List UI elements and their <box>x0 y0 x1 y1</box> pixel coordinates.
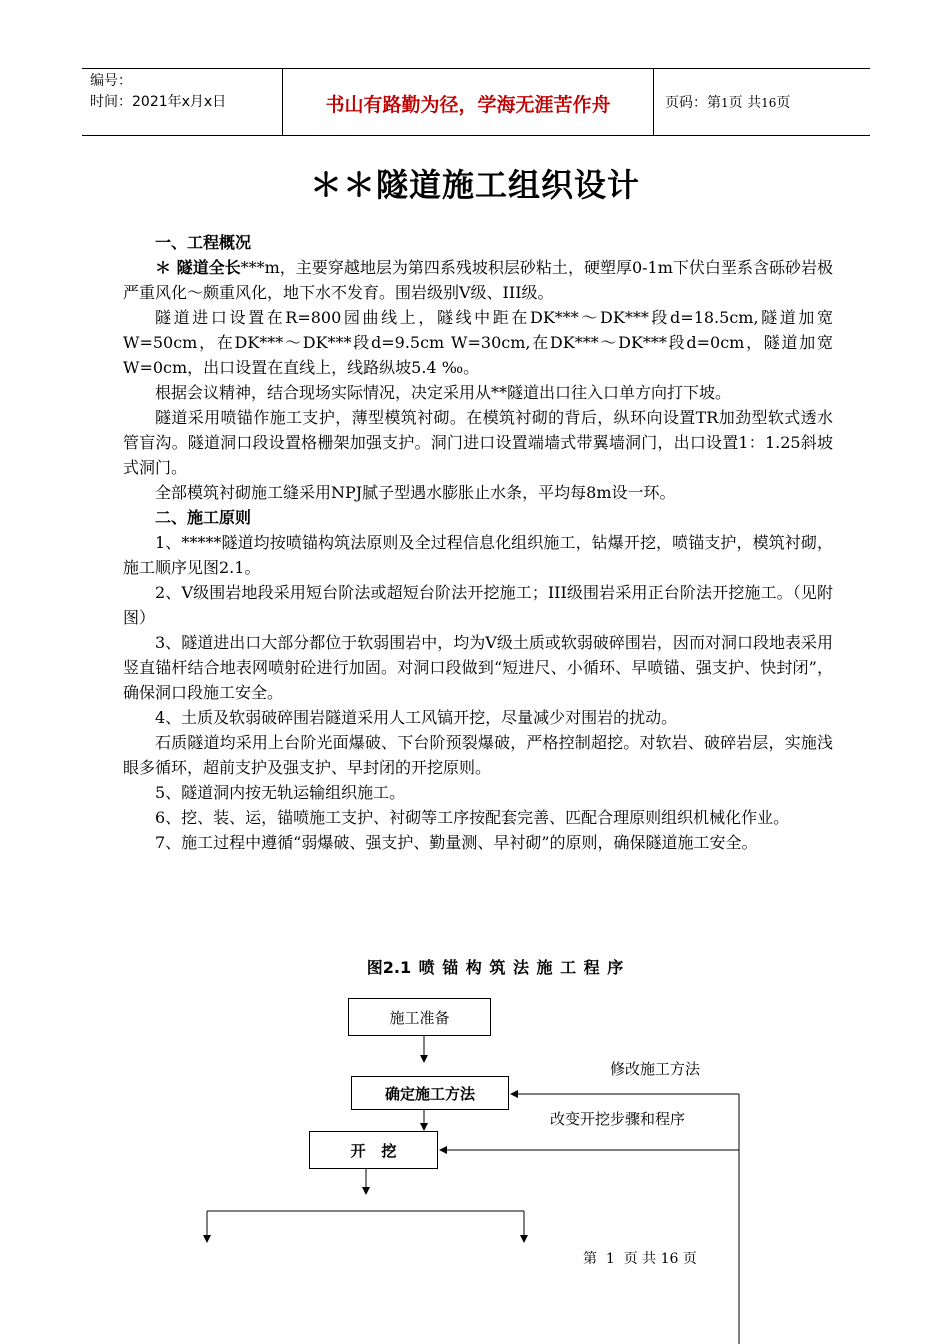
page-footer: 第 1 页 共 16 页 <box>583 1251 697 1267</box>
paragraph: 隧道采用喷锚作施工支护，薄型模筑衬砌。在模筑衬砌的背后，纵环向设置TR加劲型软式透水管盲沟。隧道洞口段设置格栅架加强支护。洞门进口设置端墙式带翼墙洞门，出口设置1：1.25斜坡式洞门。 <box>123 408 833 477</box>
flow-label-modify-method: 修改施工方法 <box>610 1060 701 1078</box>
page-prefix: 页码：第 <box>665 95 721 111</box>
tunnel-length-lead: ＊ 隧道全长 <box>155 258 241 277</box>
page-current: 1 <box>721 96 729 110</box>
page-total: 16 <box>761 96 777 110</box>
paragraph: 3、隧道进出口大部分都位于软弱围岩中，均为Ⅴ级土质或软弱破碎围岩，因而对洞口段地表采用竖直锚杆结合地表网喷射砼进行加固。对洞口段做到“短进尺、小循环、早喷锚、强支护、快封闭”，确保洞口段施工安全。 <box>123 633 833 702</box>
paragraph: 7、施工过程中遵循“弱爆破、强支护、勤量测、早衬砌”的原则，确保隧道施工安全。 <box>155 833 758 852</box>
paragraph: 石质隧道均采用上台阶光面爆破、下台阶预裂爆破，严格控制超挖。对软岩、破碎岩层，实施浅眼多循环，超前支护及强支护、早封闭的开挖原则。 <box>123 733 833 777</box>
paragraph: 6、挖、装、运，锚喷施工支护、衬砌等工序按配套完善、匹配合理原则组织机械化作业。 <box>155 808 790 827</box>
flow-box-determine-method: 确定施工方法 <box>351 1076 509 1110</box>
figure-caption: 图2.1 喷 锚 构 筑 法 施 工 程 序 <box>366 958 624 977</box>
paragraph: 5、隧道洞内按无轨运输组织施工。 <box>155 783 406 802</box>
paragraph: 全部模筑衬砌施工缝采用NPJ腻子型遇水膨胀止水条，平均每8m设一环。 <box>155 483 676 502</box>
flow-box-excavation: 开 挖 <box>309 1131 438 1169</box>
paragraph: 根据会议精神，结合现场实际情况，决定采用从**隧道出口往入口单方向打下坡。 <box>155 383 732 402</box>
paragraph: 4、土质及软弱破碎围岩隧道采用人工风镐开挖，尽量减少对围岩的扰动。 <box>155 708 678 727</box>
document-number-label: 编号： <box>90 73 132 89</box>
header-motto: 书山有路勤为径，学海无涯苦作舟 <box>325 94 611 116</box>
flow-label-change-steps: 改变开挖步骤和程序 <box>550 1110 686 1128</box>
paragraph-text: ***m，主要穿越地层为第四系残坡积层砂粘土，硬塑厚0-1m下伏白垩系含砾砂岩极严重风化～颇重风化，地下水不发育。围岩级别Ⅴ级、III级。 <box>123 258 833 302</box>
paragraph: 2、Ⅴ级围岩地段采用短台阶法或超短台阶法开挖施工；III级围岩采用正台阶法开挖施工。（见附图） <box>123 583 833 627</box>
document-title: ＊＊隧道施工组织设计 <box>309 166 640 204</box>
paragraph: 1、*****隧道均按喷锚构筑法原则及全过程信息化组织施工，钻爆开挖，喷锚支护，模筑衬砌，施工顺序见图2.1。 <box>123 533 833 577</box>
page-mid: 页 共 <box>728 95 762 111</box>
flow-box-preparation: 施工准备 <box>348 998 491 1036</box>
page-suffix: 页 <box>776 95 791 111</box>
paragraph: 隧道进口设置在R=800园曲线上，隧线中距在DK***～DK***段d=18.5cm,隧道加宽W=50cm，在DK***～DK***段d=9.5cm W=30cm,在DK***～DK***段d=0cm，隧道加宽W=0cm，出口设置在直线上，线路纵坡5.4 ‰。 <box>123 308 833 377</box>
section-heading-principles: 二、施工原则 <box>155 508 252 527</box>
document-date: 时间：2021年x月x日 <box>90 94 227 110</box>
section-heading-overview: 一、工程概况 <box>155 233 252 252</box>
